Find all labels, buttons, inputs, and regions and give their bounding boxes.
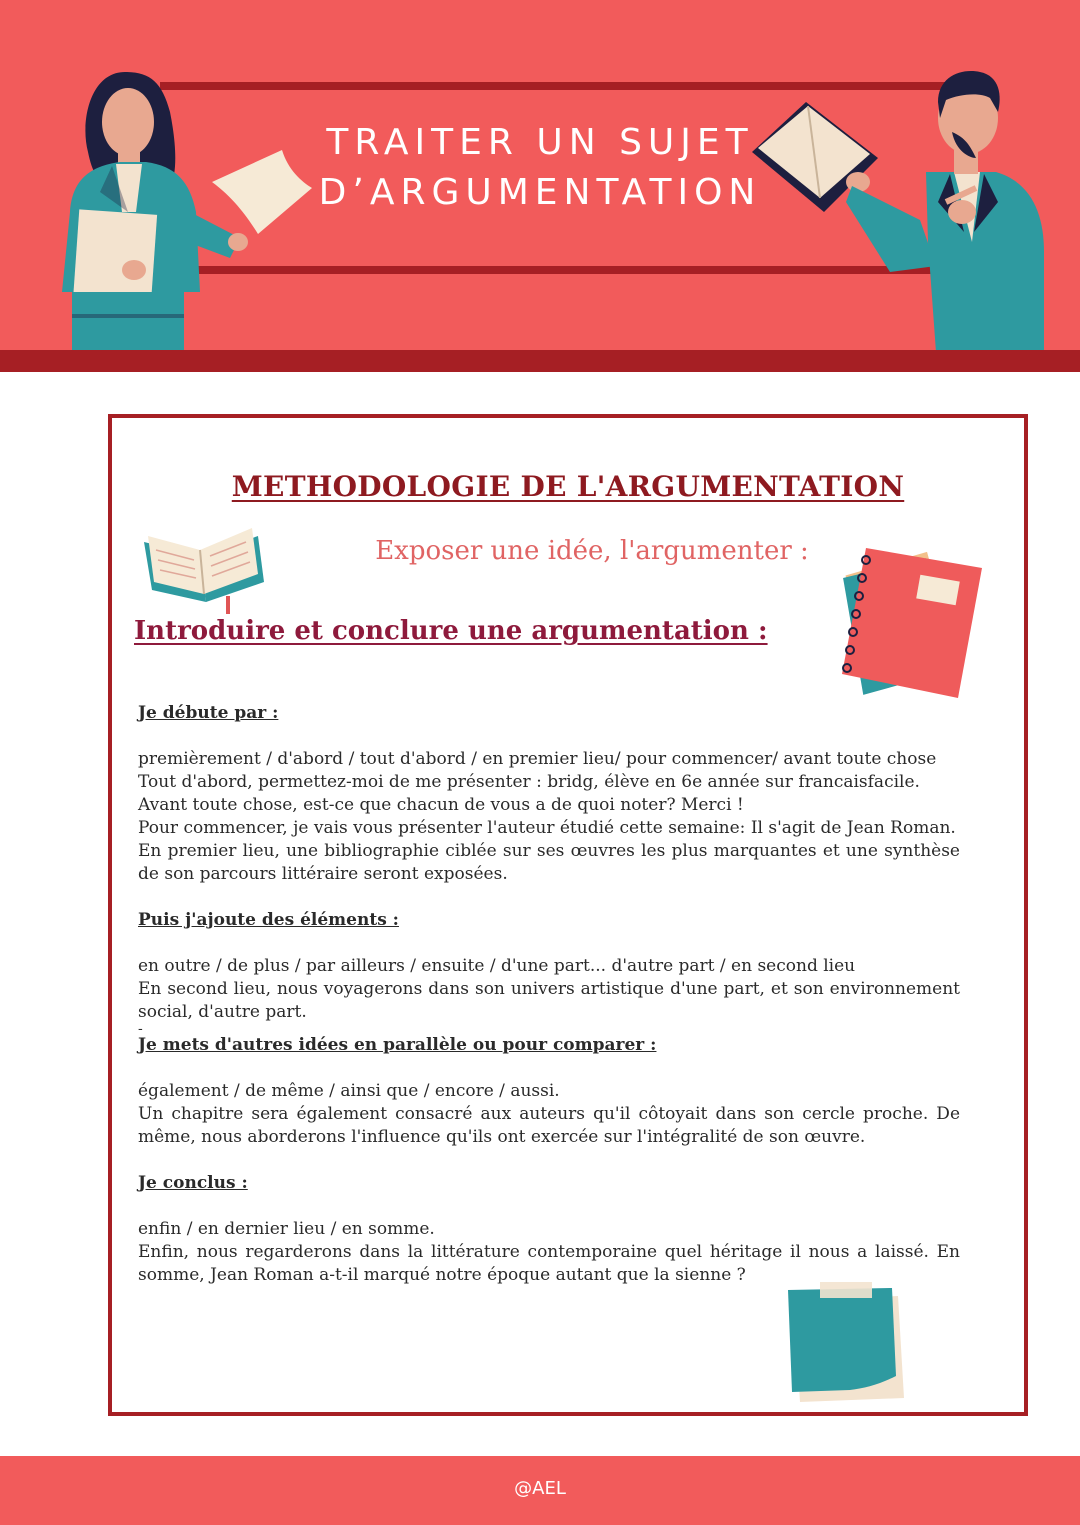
stray-dash: - [138, 1021, 143, 1037]
block-label: Je débute par : [138, 703, 279, 723]
block-line: En premier lieu, une bibliographie ciblée sur ses œuvres les plus marquantes et une synthèse de son parcours littéraire seront exposées. [138, 841, 960, 884]
block-line: en outre / de plus / par ailleurs / ensuite / d'une part... d'autre part / en second lieu [138, 956, 856, 976]
block-line: enfin / en dernier lieu / en somme. [138, 1219, 435, 1239]
block-line: Avant toute chose, est-ce que chacun de vous a de quoi noter? Merci ! [138, 795, 744, 815]
main-title: METHODOLOGIE DE L'ARGUMENTATION [231, 470, 905, 503]
block-line: premièrement / d'abord / tout d'abord / en premier lieu/ pour commencer/ avant toute chose [138, 749, 937, 769]
block-parallele [138, 1034, 960, 1149]
block-ajoute [138, 909, 960, 1037]
block-line: Tout d'abord, permettez-moi de me présenter : bridg, élève en 6e année sur francaisfacile. [138, 772, 920, 792]
banner-bottom-stripe [0, 350, 1080, 372]
woman-illustration-icon [50, 62, 330, 352]
body-text [138, 702, 960, 1287]
page-title [300, 118, 780, 218]
block-conclus [138, 1172, 960, 1287]
header-banner [0, 0, 1080, 372]
page-title-line1: TRAITER UN SUJET [326, 122, 754, 163]
block-label: Puis j'ajoute des éléments : [138, 910, 399, 930]
man-illustration-icon [740, 62, 1070, 352]
block-line: En second lieu, nous voyagerons dans son univers artistique d'une part, et son environnement social, d'autre part. [138, 979, 960, 1022]
section-title: Introduire et conclure une argumentation : [134, 616, 768, 646]
block-label: Je mets d'autres idées en parallèle ou pour comparer : [138, 1035, 657, 1055]
page-title-line2: D’ARGUMENTATION [318, 172, 762, 213]
footer-credit: @AEL [514, 1478, 566, 1499]
open-book-icon [140, 506, 270, 616]
subtitle: Exposer une idée, l'argumenter : [375, 536, 809, 566]
sticky-note-icon [780, 1280, 920, 1406]
notebooks-icon [832, 528, 1002, 708]
block-line: Pour commencer, je vais vous présenter l'auteur étudié cette semaine: Il s'agit de Jean Roman. [138, 818, 956, 838]
block-line: Un chapitre sera également consacré aux auteurs qu'il côtoyait dans son cercle proche. De même, nous aborderons l'influence qu'ils ont exercée sur l'intégralité de son œuvre. [138, 1104, 960, 1147]
block-line: également / de même / ainsi que / encore / aussi. [138, 1081, 560, 1101]
footer [0, 1456, 1080, 1525]
methodology-card [108, 414, 1028, 1416]
block-label: Je conclus : [138, 1173, 248, 1193]
block-line: Enfin, nous regarderons dans la littérature contemporaine quel héritage il nous a laissé. En somme, Jean Roman a-t-il marqué notre époque autant que la sienne ? [138, 1242, 960, 1285]
block-debute [138, 702, 960, 886]
